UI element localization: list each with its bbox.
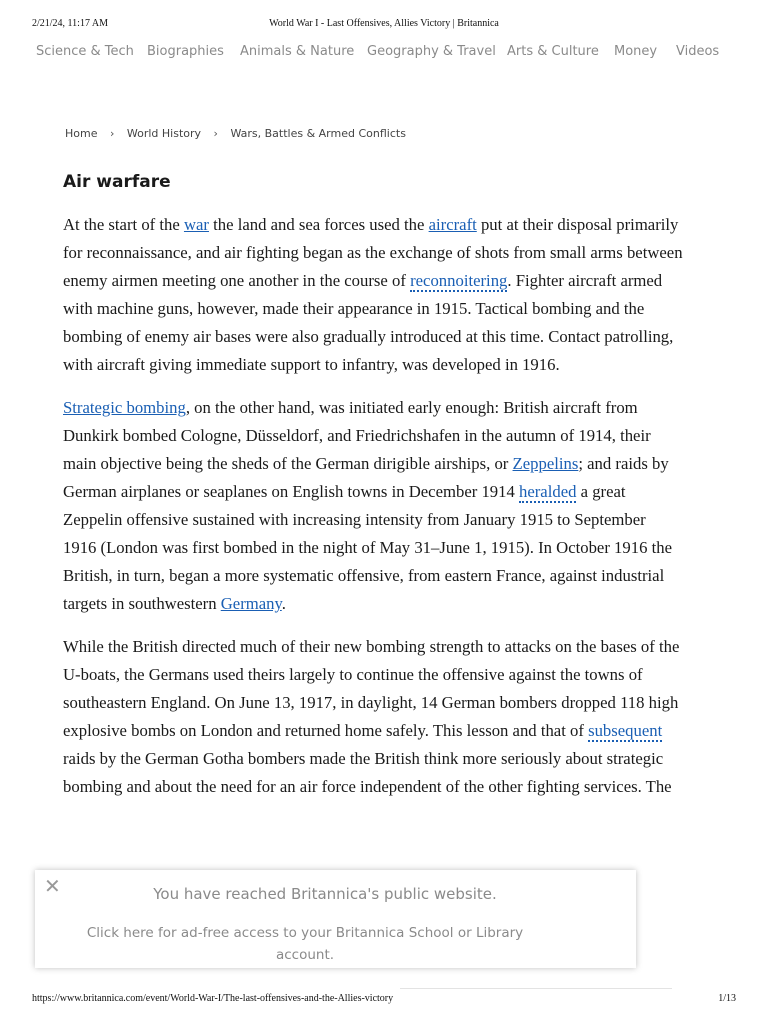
text-span: . bbox=[281, 594, 286, 613]
text-span: . Fighter aircraft armed with machine guns, however, made their appearance in 1915. Tactical bombing and the bombing of enemy air bases were also gradually introduced at this time. Contact patrolling, with aircraft giving immediate support to infantry, was developed in 1916. bbox=[63, 271, 674, 374]
top-navigation bbox=[0, 40, 768, 64]
article-body bbox=[63, 211, 683, 816]
text-span: put at their disposal primarily for reconnaissance, and air fighting began as the exchange of shots from small arms between enemy airmen meeting one another in the course of bbox=[63, 215, 683, 290]
definition-link-heralded[interactable]: heralded bbox=[519, 482, 577, 501]
link-strategic-bombing[interactable]: Strategic bombing bbox=[63, 398, 186, 417]
breadcrumb bbox=[65, 127, 406, 140]
section-heading: Air warfare bbox=[63, 172, 171, 192]
text-span: At the start of the bbox=[63, 215, 184, 234]
definition-link-subsequent[interactable]: subsequent bbox=[588, 721, 663, 740]
link-zeppelins[interactable]: Zeppelins bbox=[512, 454, 579, 473]
text-span: the land and sea forces used the bbox=[208, 215, 429, 234]
text-span: a great Zeppelin offensive sustained with increasing intensity from January 1915 to September 1916 (London was first bombed in the night of May 31–June 1, 1915). In October 1916 the British, in turn, began a more systematic offensive, from eastern France, against industrial targets in southwestern bbox=[63, 482, 672, 613]
print-page-title: World War I - Last Offensives, Allies Victory | Britannica bbox=[269, 18, 499, 29]
nav-item-science-tech[interactable]: Science & Tech bbox=[36, 44, 134, 59]
nav-item-animals-nature[interactable]: Animals & Nature bbox=[240, 44, 355, 59]
breadcrumb-home[interactable]: Home bbox=[65, 127, 98, 140]
nav-item-biographies[interactable]: Biographies bbox=[147, 44, 224, 59]
chevron-right-icon: › bbox=[109, 127, 115, 140]
text-span: raids by the German Gotha bombers made the British think more seriously about strategic bombing and about the need for an air force independent of the other fighting services. The bbox=[63, 749, 672, 796]
nav-item-money[interactable]: Money bbox=[614, 44, 658, 59]
public-website-banner[interactable] bbox=[35, 870, 636, 968]
print-footer bbox=[0, 993, 768, 1007]
paragraph-2 bbox=[63, 394, 683, 618]
nav-item-geography-travel[interactable]: Geography & Travel bbox=[367, 44, 496, 59]
banner-access-link[interactable]: Click here for ad-free access to your Britannica School or Library account. bbox=[86, 925, 524, 963]
link-aircraft[interactable]: aircraft bbox=[428, 215, 477, 234]
text-span: ; and raids by German airplanes or seaplanes on English towns in December 1914 bbox=[63, 454, 669, 501]
chevron-right-icon: › bbox=[213, 127, 218, 140]
link-germany[interactable]: Germany bbox=[220, 594, 282, 613]
print-header bbox=[0, 18, 768, 32]
print-url: https://www.britannica.com/event/World-War-I/The-last-offensives-and-the-Allies-victory bbox=[32, 993, 394, 1004]
text-span: While the British directed much of their new bombing strength to attacks on the bases of the U-boats, the Germans used theirs largely to continue the offensive against the towns of southeastern England. On June 13, 1917, in daylight, 14 German bombers dropped 118 high explosive bombs on London and returned home safely. This lesson and that of bbox=[63, 637, 680, 740]
divider bbox=[400, 988, 672, 989]
banner-headline: You have reached Britannica's public website. bbox=[153, 885, 497, 903]
text-span: , on the other hand, was initiated early enough: British aircraft from Dunkirk bombed Cologne, Düsseldorf, and Friedrichshafen in the autumn of 1914, their main objective being the sheds of the German dirigible airships, or bbox=[63, 398, 651, 473]
breadcrumb-wars-battles[interactable]: Wars, Battles & Armed Conflicts bbox=[230, 127, 406, 140]
nav-item-videos[interactable]: Videos bbox=[676, 44, 720, 59]
paragraph-3 bbox=[63, 633, 683, 801]
nav-item-arts-culture[interactable]: Arts & Culture bbox=[507, 44, 599, 59]
print-date: 2/21/24, 11:17 AM bbox=[32, 18, 109, 29]
page-number: 1/13 bbox=[718, 993, 736, 1004]
definition-link-reconnoitering[interactable]: reconnoitering bbox=[410, 271, 508, 290]
breadcrumb-world-history[interactable]: World History bbox=[126, 127, 202, 140]
link-war[interactable]: war bbox=[183, 215, 209, 234]
close-icon[interactable]: ✕ bbox=[44, 874, 61, 898]
paragraph-1 bbox=[63, 211, 683, 379]
